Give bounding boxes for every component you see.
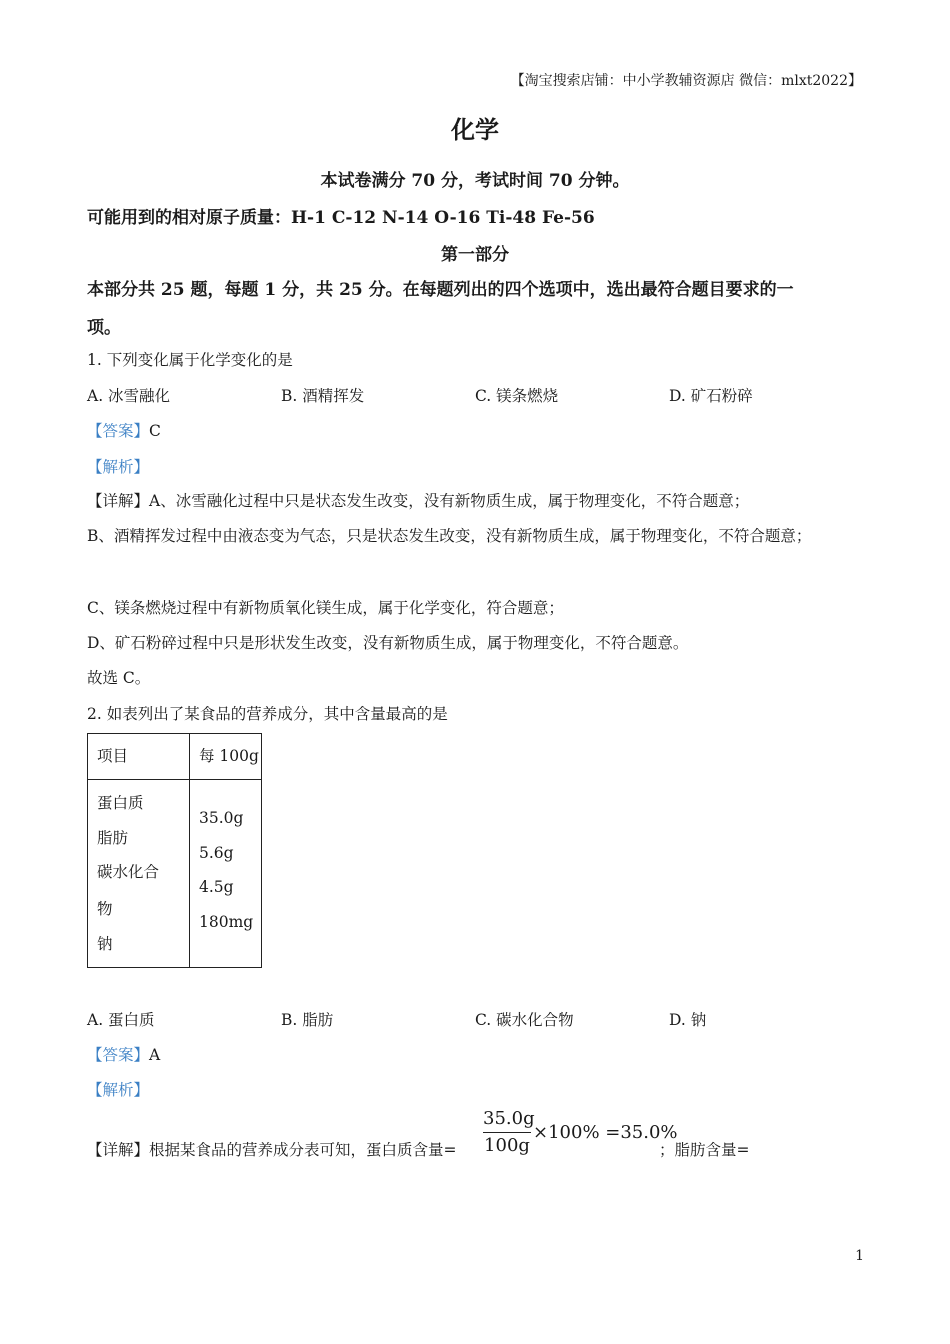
q2-detail-text: 根据某食品的营养成分表可知，蛋白质含量= — [149, 1141, 457, 1159]
q1-option-a: A. 冰雪融化 — [87, 387, 171, 405]
q2-detail-label: 【详解】 — [87, 1141, 150, 1159]
fraction-denominator: 100g — [484, 1135, 530, 1156]
q1-detail-b: B、酒精挥发过程中由液态变为气态，只是状态发生改变，没有新物质生成，属于物理变化，不符合题意； — [87, 527, 812, 545]
formula-rest: ×100% =35.0% — [533, 1122, 678, 1143]
q1-detail-d: D、矿石粉碎过程中只是形状发生改变，没有新物质生成，属于物理变化，不符合题意。 — [87, 634, 689, 652]
q1-option-d: D. 矿石粉碎 — [669, 387, 753, 405]
section-instructions-cont: 项。 — [87, 318, 121, 338]
table-value-protein: 35.0g — [199, 809, 244, 827]
q1-answer-value: C — [149, 422, 161, 440]
q2-option-c: C. 碳水化合物 — [475, 1011, 574, 1029]
table-column-divider — [189, 734, 190, 967]
table-value-fat: 5.6g — [199, 844, 234, 862]
page-title: 化学 — [451, 115, 499, 144]
q1-detail-line-a: A、冰雪融化过程中只是状态发生改变，没有新物质生成，属于物理变化，不符合题意； — [149, 492, 750, 510]
q2-answer — [87, 1043, 160, 1065]
section-instructions: 本部分共 25 题，每题 1 分，共 25 分。在每题列出的四个选项中，选出最符合题目要求的一 — [87, 280, 794, 300]
q1-answer-label: 【答案】 — [87, 422, 150, 440]
q2-detail-tail: ；脂肪含量= — [659, 1141, 750, 1159]
q1-answer — [87, 419, 161, 441]
atomic-masses: 可能用到的相对原子质量：H-1 C-12 N-14 O-16 Ti-48 Fe-56 — [87, 208, 595, 228]
q2-option-b: B. 脂肪 — [281, 1011, 334, 1029]
q2-stem: 2. 如表列出了某食品的营养成分，其中含量最高的是 — [87, 705, 448, 723]
q1-analysis-label: 【解析】 — [87, 458, 150, 476]
protein-fraction — [483, 1108, 535, 1157]
q1-detail-c: C、镁条燃烧过程中有新物质氧化镁生成，属于化学变化，符合题意； — [87, 599, 564, 617]
q2-option-d: D. 钠 — [669, 1011, 707, 1029]
table-item-sodium: 钠 — [97, 935, 113, 953]
table-header-item: 项目 — [97, 747, 129, 765]
table-header-per100g: 每 100g — [199, 747, 259, 765]
table-item-protein: 蛋白质 — [97, 794, 144, 812]
page-header: 【淘宝搜索店铺：中小学教辅资源店 微信：mlxt2022】 — [510, 73, 862, 89]
q1-option-b: B. 酒精挥发 — [281, 387, 365, 405]
nutrition-table — [87, 733, 262, 968]
q2-analysis-label: 【解析】 — [87, 1081, 150, 1099]
q2-detail — [87, 1138, 457, 1160]
table-item-fat: 脂肪 — [97, 829, 129, 847]
fraction-numerator: 35.0g — [483, 1108, 535, 1129]
table-header-divider — [88, 779, 261, 780]
q1-option-c: C. 镁条燃烧 — [475, 387, 559, 405]
q1-conclusion: 故选 C。 — [87, 669, 151, 687]
q1-stem: 1. 下列变化属于化学变化的是 — [87, 351, 293, 369]
q2-option-a: A. 蛋白质 — [87, 1011, 155, 1029]
q2-answer-label: 【答案】 — [87, 1046, 150, 1064]
section-title: 第一部分 — [441, 245, 509, 265]
q1-detail-label: 【详解】 — [87, 492, 150, 510]
page-number: 1 — [855, 1248, 864, 1264]
table-item-carb: 碳水化合 — [97, 863, 160, 881]
q2-answer-value: A — [149, 1046, 161, 1064]
table-item-carb-cont: 物 — [97, 900, 113, 918]
table-value-sodium: 180mg — [199, 913, 254, 931]
fraction-bar — [483, 1132, 531, 1133]
q1-detail-a — [87, 489, 749, 511]
exam-info: 本试卷满分 70 分，考试时间 70 分钟。 — [320, 171, 630, 191]
table-value-carb: 4.5g — [199, 878, 234, 896]
